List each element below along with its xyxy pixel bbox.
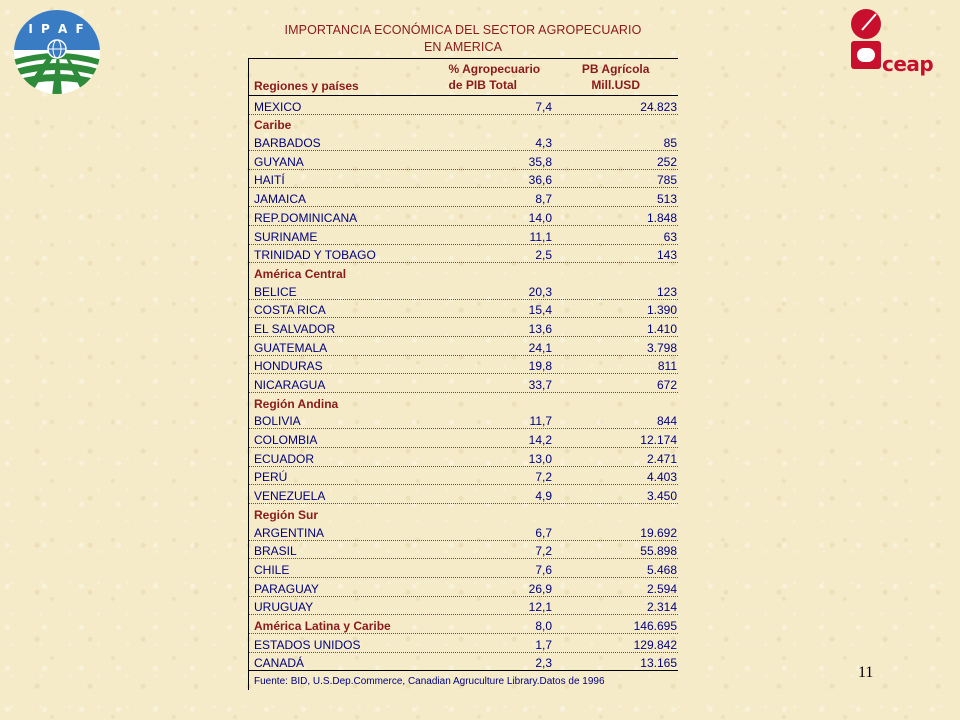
row-pib-value: 12.174 — [640, 433, 677, 448]
row-name: MEXICO — [254, 99, 302, 114]
table-row — [249, 188, 678, 207]
row-pct-value: 12,1 — [528, 600, 552, 615]
table-title-line2: EN AMERICA — [423, 40, 503, 54]
row-name: SURINAME — [254, 229, 318, 244]
row-pct-value: 4,3 — [535, 136, 552, 151]
table-row — [249, 467, 678, 486]
row-pib-value: 844 — [656, 414, 677, 429]
header-pct — [449, 59, 554, 95]
row-pct-value: 19,8 — [528, 359, 552, 374]
row-pct-value: 11,1 — [529, 229, 552, 244]
row-pib-value: 146.695 — [633, 618, 677, 633]
row-name: BARBADOS — [254, 136, 321, 151]
row-pct-value: 15,4 — [528, 303, 552, 318]
row-pib-value: 19.692 — [640, 525, 677, 540]
ipaf-logo-letters: I P A F — [28, 22, 86, 36]
row-name: Región Sur — [254, 507, 319, 522]
table-title — [248, 22, 678, 56]
row-pct-value: 4,9 — [535, 489, 552, 504]
table-row — [249, 374, 678, 393]
table-row — [249, 429, 678, 448]
row-pib-value: 252 — [656, 154, 677, 169]
row-pct-value: 33,7 — [528, 378, 552, 392]
row-name: BOLIVIA — [254, 414, 301, 429]
row-name: URUGUAY — [254, 600, 314, 615]
row-pib-value: 2.594 — [646, 581, 677, 596]
ipaf-logo — [12, 8, 102, 96]
row-pct-value: 13,0 — [528, 451, 552, 466]
table-row — [249, 151, 678, 170]
row-pib-value: 513 — [656, 192, 677, 207]
row-name: NICARAGUA — [254, 378, 326, 392]
row-name: América Latina y Caribe — [254, 618, 391, 633]
row-pct-value: 20,3 — [528, 284, 552, 299]
group-header-row — [249, 393, 678, 411]
row-pib-value: 785 — [656, 173, 677, 188]
row-pct-value: 7,2 — [535, 544, 552, 559]
row-name: EL SALVADOR — [254, 321, 336, 336]
table-row — [249, 597, 678, 616]
table-rows — [249, 96, 678, 671]
row-name: América Central — [254, 266, 347, 281]
table-row — [249, 207, 678, 226]
table-row — [249, 356, 678, 375]
table-row — [249, 411, 678, 430]
table-header — [249, 58, 678, 96]
row-pib-value: 3.798 — [646, 340, 677, 355]
row-name: CANADÁ — [254, 656, 305, 671]
row-name: Caribe — [254, 118, 292, 133]
header-pct-line2: de PIB Total — [448, 78, 517, 92]
row-pct-value: 13,6 — [528, 321, 552, 336]
table-row — [249, 634, 678, 653]
table-row — [249, 522, 678, 541]
row-pib-value: 24.823 — [640, 99, 677, 114]
row-pib-value: 2.471 — [646, 451, 677, 466]
page-number: 11 — [858, 664, 874, 681]
row-name: GUATEMALA — [254, 340, 328, 355]
row-name: COLOMBIA — [254, 433, 318, 448]
row-pct-value: 7,6 — [535, 562, 552, 577]
table-row — [249, 448, 678, 467]
row-pib-value: 2.314 — [646, 600, 677, 615]
table-row — [249, 337, 678, 356]
row-pib-value: 129.842 — [633, 637, 677, 652]
table-row — [249, 318, 678, 337]
row-pib-value: 1.390 — [646, 303, 677, 318]
row-name: ESTADOS UNIDOS — [254, 637, 361, 652]
table-row — [249, 170, 678, 189]
header-region: Regiones y países — [254, 79, 359, 93]
table-row — [249, 559, 678, 578]
header-pct-line1: % Agropecuario — [448, 62, 541, 76]
row-pib-value: 63 — [663, 229, 677, 244]
row-name: GUYANA — [254, 154, 304, 169]
row-name: HAITÍ — [254, 173, 285, 188]
row-pct-value: 8,0 — [535, 618, 552, 633]
row-pct-value: 8,7 — [535, 192, 552, 207]
table-body — [248, 58, 678, 690]
row-name: CHILE — [254, 562, 290, 577]
row-pib-value: 55.898 — [640, 544, 677, 559]
row-pib-value: 143 — [656, 248, 677, 263]
row-pct-value: 14,0 — [528, 210, 552, 225]
row-pib-value: 13.165 — [640, 656, 677, 671]
row-pct-value: 7,4 — [535, 99, 552, 114]
table-row — [249, 300, 678, 319]
row-pib-value: 811 — [657, 359, 677, 374]
row-name: COSTA RICA — [254, 303, 326, 318]
row-name: PERÚ — [254, 470, 288, 485]
table-row — [249, 615, 678, 634]
group-header-row — [249, 115, 678, 133]
row-pib-value: 1.410 — [646, 321, 677, 336]
row-pct-value: 2,3 — [535, 656, 552, 671]
row-pct-value: 6,7 — [535, 525, 552, 540]
header-pib-line2: Mill.USD — [591, 78, 640, 92]
row-pib-value: 85 — [663, 136, 677, 151]
row-name: Región Andina — [254, 396, 339, 411]
row-pib-value: 5.468 — [646, 562, 677, 577]
row-pct-value: 11,7 — [529, 414, 552, 429]
row-name: BELICE — [254, 284, 297, 299]
row-pct-value: 1,7 — [535, 637, 552, 652]
row-pib-value: 1.848 — [646, 210, 677, 225]
row-pct-value: 26,9 — [528, 581, 552, 596]
row-pct-value: 2,5 — [535, 248, 552, 263]
row-name: PARAGUAY — [254, 581, 319, 596]
table-row — [249, 245, 678, 264]
row-pib-value: 123 — [656, 284, 677, 299]
row-pct-value: 24,1 — [528, 340, 552, 355]
ceap-logo-text: ceap — [882, 52, 934, 76]
table-row — [249, 96, 678, 115]
row-name: ECUADOR — [254, 451, 315, 466]
row-name: TRINIDAD Y TOBAGO — [254, 248, 376, 263]
group-header-row — [249, 504, 678, 522]
agro-table — [248, 22, 678, 690]
row-name: BRASIL — [254, 544, 297, 559]
table-title-line1: IMPORTANCIA ECONÓMICA DEL SECTOR AGROPECUARIO — [284, 23, 642, 37]
row-name: JAMAICA — [254, 192, 307, 207]
table-row — [249, 653, 678, 672]
ceap-logo — [848, 8, 948, 74]
row-pib-value: 3.450 — [646, 489, 677, 504]
table-row — [249, 281, 678, 300]
row-pib-value: 672 — [656, 378, 677, 392]
table-row — [249, 578, 678, 597]
table-row — [249, 485, 678, 504]
table-row — [249, 541, 678, 560]
row-name: ARGENTINA — [254, 525, 325, 540]
row-name: HONDURAS — [254, 359, 323, 374]
row-pct-value: 14,2 — [528, 433, 552, 448]
group-header-row — [249, 263, 678, 281]
table-row — [249, 132, 678, 151]
row-pct-value: 36,6 — [528, 173, 552, 188]
row-pib-value: 4.403 — [646, 470, 677, 485]
row-pct-value: 7,2 — [535, 470, 552, 485]
row-name: VENEZUELA — [254, 489, 326, 504]
row-pct-value: 35,8 — [528, 154, 552, 169]
row-name: REP.DOMINICANA — [254, 210, 358, 225]
header-pib-line1: PB Agrícola — [581, 62, 650, 76]
source-note: Fuente: BID, U.S.Dep.Commerce, Canadian Agruculture Library.Datos de 1996 — [254, 676, 605, 688]
header-pib — [553, 59, 678, 95]
table-row — [249, 226, 678, 245]
